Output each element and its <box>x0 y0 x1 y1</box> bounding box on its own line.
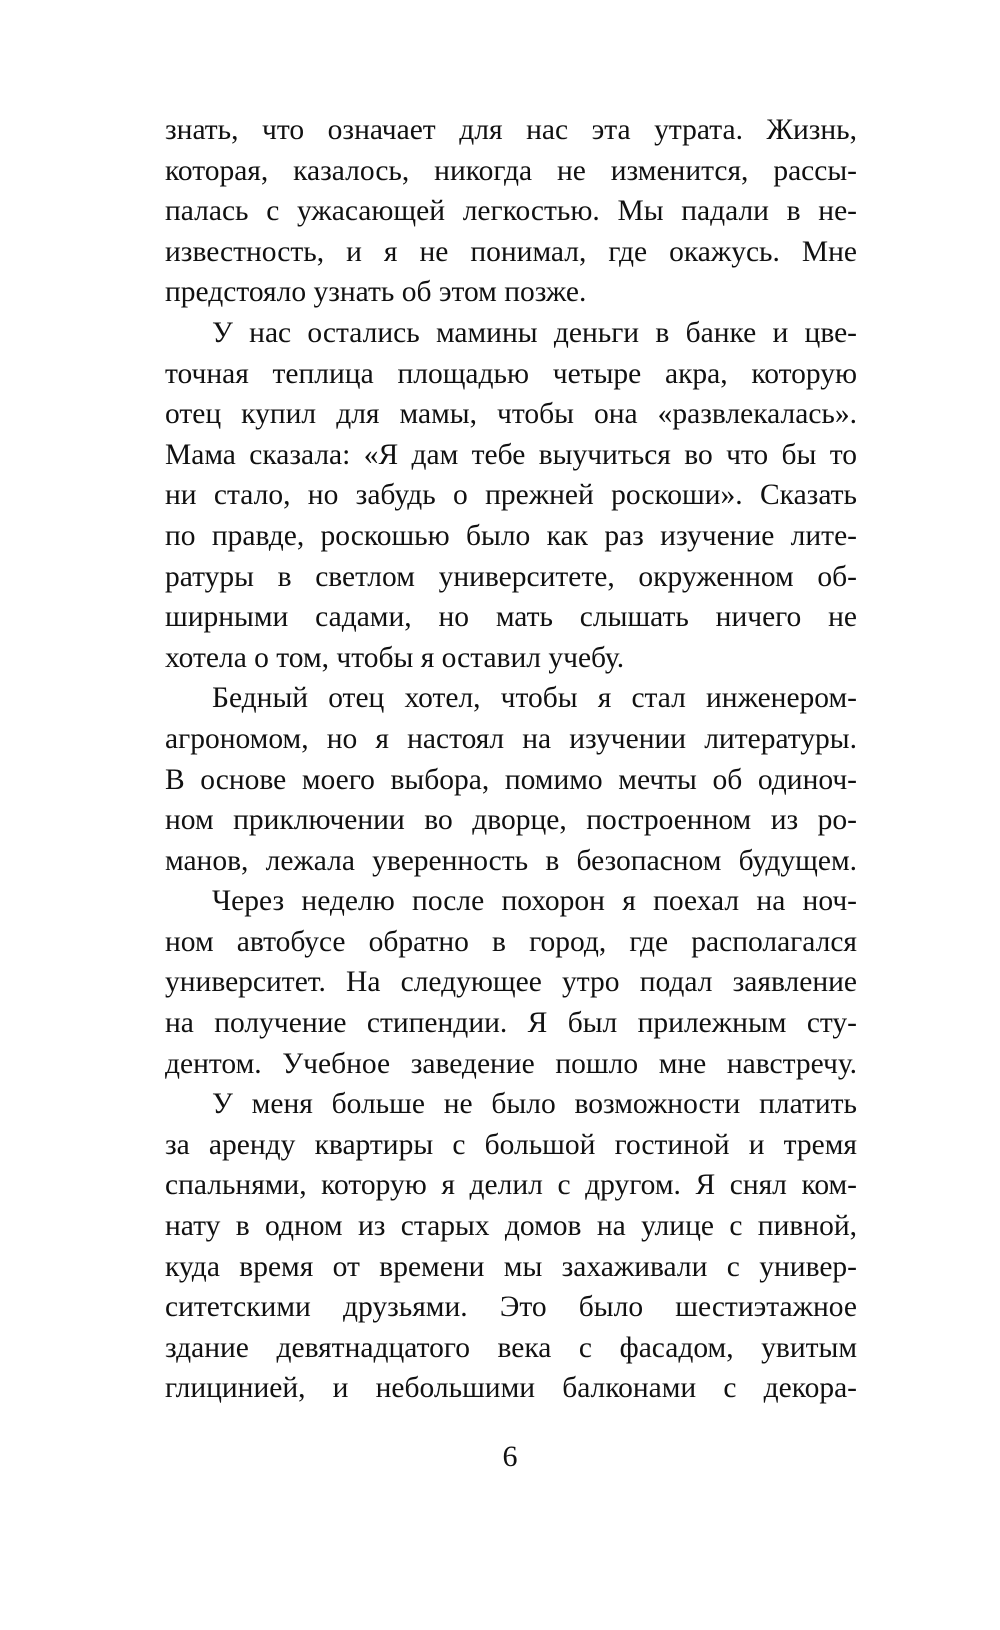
text-line: Через неделю после похорон я поехал на ноч- <box>212 885 857 918</box>
text-line: которая, казалось, никогда не изменится, рассы- <box>165 154 857 187</box>
text-line: университет. На следующее утро подал заявление <box>165 966 857 999</box>
text-line: ситетскими друзьями. Это было шестиэтажное <box>165 1291 857 1324</box>
text-line: точная теплица площадью четыре акра, которую <box>165 357 857 390</box>
text-line: спальнями, которую я делил с другом. Я снял ком- <box>165 1169 857 1202</box>
paragraph <box>165 110 857 313</box>
paragraph <box>165 881 857 1084</box>
text-line: В основе моего выбора, помимо мечты об одиноч- <box>165 763 857 796</box>
paragraph <box>165 678 857 881</box>
text-line: Мама сказала: «Я дам тебе выучиться во что бы то <box>165 438 857 471</box>
text-line: ном автобусе обратно в город, где располагался <box>165 925 857 958</box>
body-text <box>165 110 857 1409</box>
text-line: ратуры в светлом университете, окруженном об- <box>165 560 857 593</box>
text-line: предстояло узнать об этом позже. <box>165 276 587 309</box>
text-line: хотела о том, чтобы я оставил учебу. <box>165 641 625 674</box>
text-line: за аренду квартиры с большой гостиной и тремя <box>165 1128 857 1161</box>
text-line: дентом. Учебное заведение пошло мне навстречу. <box>165 1047 857 1080</box>
text-line: ни стало, но забудь о прежней роскоши». Сказать <box>165 479 857 512</box>
text-line: здание девятнадцатого века с фасадом, увитым <box>165 1331 857 1364</box>
text-line: по правде, роскошью было как раз изучение лите- <box>165 519 857 552</box>
page-number: 6 <box>502 1440 518 1473</box>
text-line: нату в одном из старых домов на улице с пивной, <box>165 1210 857 1243</box>
text-line: куда время от времени мы захаживали с универ- <box>165 1250 857 1283</box>
text-line: У нас остались мамины деньги в банке и цве- <box>212 316 857 349</box>
text-line: знать, что означает для нас эта утрата. Жизнь, <box>165 114 857 146</box>
paragraph <box>165 313 857 678</box>
text-line: известность, и я не понимал, где окажусь. Мне <box>165 235 857 268</box>
text-line: палась с ужасающей легкостью. Мы падали в не- <box>165 195 857 228</box>
text-line: У меня больше не было возможности платить <box>212 1088 857 1121</box>
text-line: агрономом, но я настоял на изучении литературы. <box>165 722 857 755</box>
text-line: манов, лежала уверенность в безопасном будущем. <box>165 844 857 877</box>
paragraph <box>165 1084 857 1409</box>
text-line: Бедный отец хотел, чтобы я стал инженером- <box>212 682 857 715</box>
text-line: ширными садами, но мать слышать ничего не <box>165 601 857 634</box>
text-line: ном приключении во дворце, построенном из ро- <box>165 804 857 837</box>
text-line: глицинией, и небольшими балконами с декора- <box>165 1372 857 1405</box>
text-line: на получение стипендии. Я был прилежным сту- <box>165 1007 857 1040</box>
text-line: отец купил для мамы, чтобы она «развлекалась». <box>165 398 857 431</box>
